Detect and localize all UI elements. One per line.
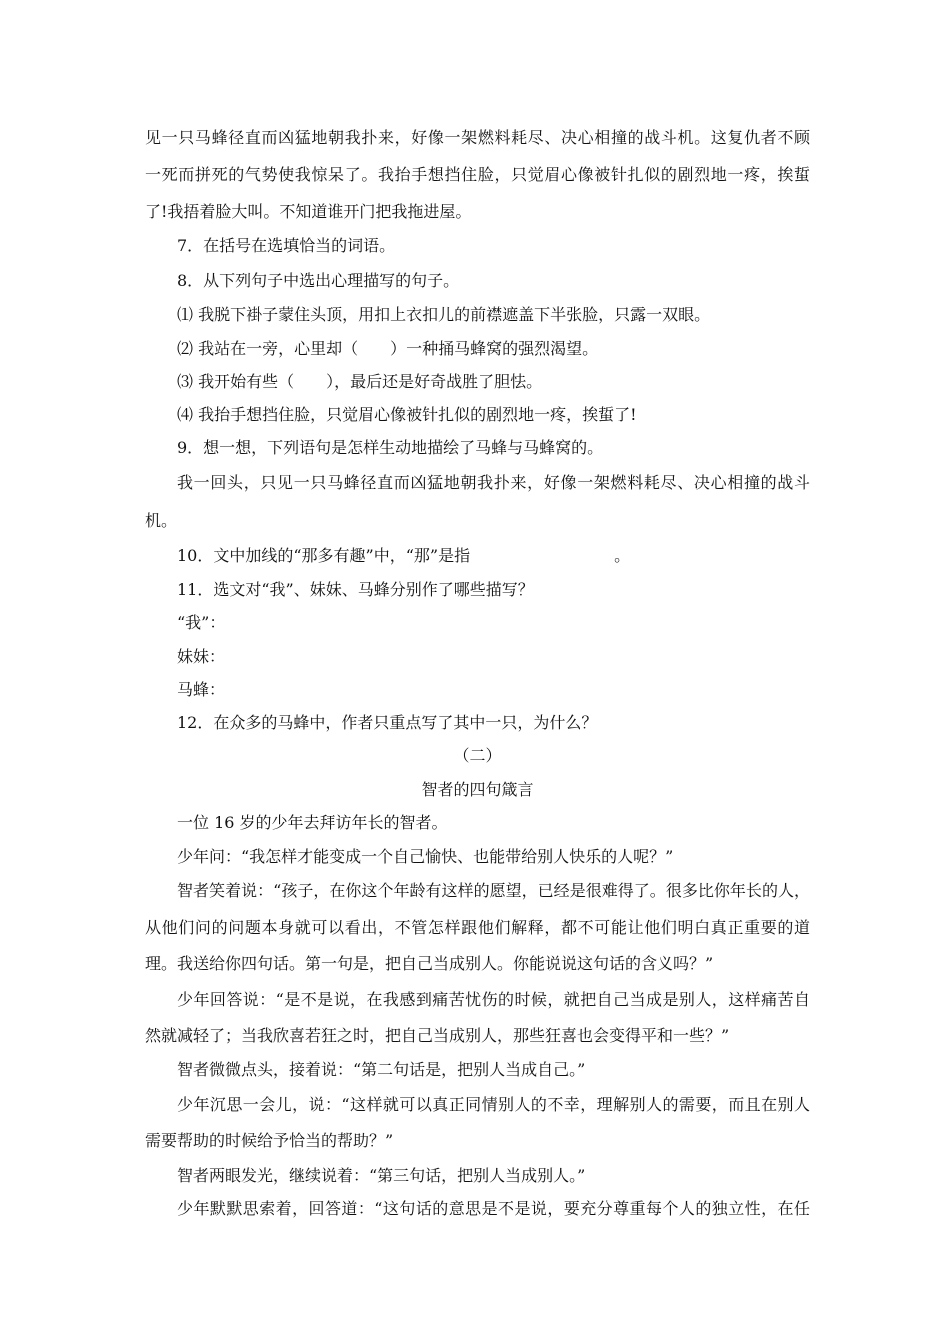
passage1-line-2: 一死而拼死的气势使我惊呆了。我抬手想挡住脸，只觉眉心像被针扎似的剧烈地一疼，挨蜇 bbox=[145, 165, 810, 184]
question-8-option-3: ⑶ 我开始有些（ ），最后还是好奇战胜了胆怯。 bbox=[177, 372, 543, 391]
passage1-line-3: 了!我捂着脸大叫。不知道谁开门把我拖进屋。 bbox=[145, 202, 472, 221]
question-10: 10．文中加线的“那多有趣”中，“那”是指 。 bbox=[177, 546, 631, 565]
passage2-line-2: 少年问：“我怎样才能变成一个自己愉快、也能带给别人快乐的人呢？” bbox=[177, 847, 674, 866]
passage2-line-7: 然就减轻了；当我欣喜若狂之时，把自己当成别人，那些狂喜也会变得平和一些？” bbox=[145, 1026, 730, 1045]
passage2-title: 智者的四句箴言 bbox=[421, 780, 534, 799]
question-9-quote-line-1: 我一回头，只见一只马蜂径直而凶猛地朝我扑来，好像一架燃料耗尽、决心相撞的战斗 bbox=[177, 473, 810, 492]
question-11-wasp: 马蜂： bbox=[177, 680, 226, 699]
passage2-line-4: 从他们问的问题本身就可以看出，不管怎样跟他们解释，都不可能让他们明白真正重要的道 bbox=[145, 918, 810, 937]
passage1-line-1: 见一只马蜂径直而凶猛地朝我扑来，好像一架燃料耗尽、决心相撞的战斗机。这复仇者不顾 bbox=[145, 128, 810, 147]
passage2-line-8: 智者微微点头，接着说：“第二句话是，把别人当成自己。” bbox=[177, 1060, 586, 1079]
question-9-quote-line-2: 机。 bbox=[145, 511, 178, 530]
passage2-line-12: 少年默默思索着，回答道：“这句话的意思是不是说，要充分尊重每个人的独立性，在任 bbox=[177, 1199, 810, 1218]
passage2-line-9: 少年沉思一会儿，说：“这样就可以真正同情别人的不幸，理解别人的需要，而且在别人 bbox=[177, 1095, 810, 1114]
question-11-sister: 妹妹： bbox=[177, 647, 226, 666]
passage2-line-11: 智者两眼发光，继续说着：“第三句话，把别人当成别人。” bbox=[177, 1166, 586, 1185]
question-8-option-4: ⑷ 我抬手想挡住脸，只觉眉心像被针扎似的剧烈地一疼，挨蜇了! bbox=[177, 405, 637, 424]
passage2-line-6: 少年回答说：“是不是说，在我感到痛苦忧伤的时候，就把自己当成是别人，这样痛苦自 bbox=[177, 990, 810, 1009]
question-11: 11．选文对“我”、妹妹、马蜂分别作了哪些描写？ bbox=[177, 580, 534, 599]
question-12: 12．在众多的马蜂中，作者只重点写了其中一只，为什么？ bbox=[177, 713, 598, 732]
passage2-line-3: 智者笑着说：“孩子，在你这个年龄有这样的愿望，已经是很难得了。很多比你年长的人， bbox=[177, 881, 810, 900]
passage2-line-10: 需要帮助的时候给予恰当的帮助？” bbox=[145, 1131, 394, 1150]
passage2-line-5: 理。我送给你四句话。第一句是，把自己当成别人。你能说说这句话的含义吗？” bbox=[145, 954, 714, 973]
section-number: （二） bbox=[453, 746, 502, 765]
question-8-option-1: ⑴ 我脱下褂子蒙住头顶，用扣上衣扣儿的前襟遮盖下半张脸，只露一双眼。 bbox=[177, 305, 711, 324]
question-8-option-2: ⑵ 我站在一旁，心里却（ ）一种捅马蜂窝的强烈渴望。 bbox=[177, 339, 599, 358]
question-7: 7．在括号在选填恰当的词语。 bbox=[177, 236, 396, 255]
question-11-me: “我”： bbox=[177, 613, 226, 632]
question-8: 8．从下列句子中选出心理描写的句子。 bbox=[177, 271, 460, 290]
question-9: 9．想一想，下列语句是怎样生动地描绘了马蜂与马蜂窝的。 bbox=[177, 438, 604, 457]
passage2-line-1: 一位 16 岁的少年去拜访年长的智者。 bbox=[177, 813, 448, 832]
